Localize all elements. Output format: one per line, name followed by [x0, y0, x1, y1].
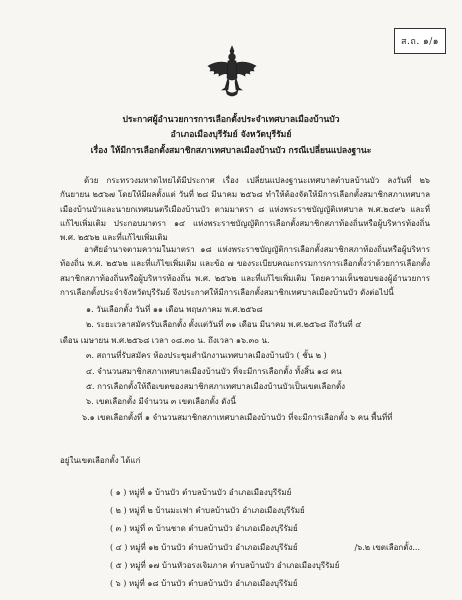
- list-item: ๑. วันเลือกตั้ง วันที่ ๑๑ เดือน พฤษภาคม พ.ศ.๒๕๖๘: [86, 305, 263, 314]
- village-item: ( ๓ ) หมู่ที่ ๓ บ้านชาด ตำบลบ้านบัว อำเภอเมืองบุรีรัมย์: [110, 524, 298, 534]
- heading-line-2: อำเภอเมืองบุรีรัมย์ จังหวัดบุรีรัมย์: [170, 130, 292, 140]
- heading-subject: เรื่อง ให้มีการเลือกตั้งสมาชิกสภาเทศบาลเมืองบ้านบัว กรณีเปลี่ยนแปลงฐานะ: [90, 146, 372, 156]
- village-item: ( ๔ ) หมู่ที่ ๑๒ บ้านบัว ตำบลบ้านบัว อำเภอเมืองบุรีรัมย์: [110, 542, 298, 552]
- village-item: ( ๒ ) หมู่ที่ ๒ บ้านมะเฟา ตำบลบ้านบัว อำเภอเมืองบุรีรัมย์: [110, 506, 305, 516]
- list-item: ๔. จำนวนสมาชิกสภาเทศบาลเมืองบ้านบัว ที่จะมีการเลือกตั้ง ทั้งสิ้น ๑๘ คน: [86, 366, 342, 376]
- list-item: ๖.๑ เขตเลือกตั้งที่ ๑ จำนวนสมาชิกสภาเทศบาลเมืองบ้านบัว ที่จะมีการเลือกตั้ง ๖ คน พื้นที่ที่: [82, 412, 393, 422]
- village-list: [110, 484, 430, 593]
- election-details-list: [60, 302, 430, 425]
- paragraph-authority: อาศัยอำนาจตามความในมาตรา ๑๘ แห่งพระราชบัญญัติการเลือกตั้งสมาชิกสภาท้องถิ่นหรือผู้บริหารท้องถิ่น พ.ศ. ๒๕๖๒ และที่แก้ไขเพิ่มเติม และข้อ ๗ ของระเบียบคณะกรรมการการเลือกตั้งว่าด้วยการเลือกตั้งสมาชิกสภาท้องถิ่นหรือผู้บริหารท้องถิ่น พ.ศ. ๒๕๖๒ และที่แก้ไขเพิ่มเติม โดยความเห็นชอบของผู้อำนวยการการเลือกตั้งประจำจังหวัดบุรีรัมย์ จึงประกาศให้มีการเลือกตั้งสมาชิกเทศบาลเมืองบ้านบัว ดังต่อไปนี้: [60, 245, 430, 297]
- paragraph-intro: ด้วย กระทรวงมหาดไทยได้มีประกาศ เรื่อง เปลี่ยนแปลงฐานะเทศบาลตำบลบ้านบัว ลงวันที่ ๒๖ กันยายน ๒๕๖๗ โดยให้มีผลตั้งแต่ วันที่ ๒๘ มีนาคม ๒๕๖๘ ทำให้ต้องจัดให้มีการเลือกตั้งสมาชิกสภาเทศบาลเมืองบ้านบัวและนายกเทศมนตรีเมืองบ้านบัว ตามมาตรา ๘ แห่งพระราชบัญญัติเทศบาล พ.ศ.๒๔๙๖ และที่แก้ไขเพิ่มเติม ประกอบมาตรา ๑๔ แห่งพระราชบัญญัติการเลือกตั้งสมาชิกสภาท้องถิ่นหรือผู้บริหารท้องถิ่น พ.ศ. ๒๕๖๒ และที่แก้ไขเพิ่มเติม: [60, 176, 430, 243]
- list-item: ๖. เขตเลือกตั้ง มีจำนวน ๓ เขตเลือกตั้ง ดังนี้: [86, 397, 236, 407]
- continued-footer: /๖.๒ เขตเลือกตั้ง...: [354, 543, 420, 552]
- heading-line-1: ประกาศผู้อำนวยการการเลือกตั้งประจำเทศบาลเมืองบ้านบัว: [122, 115, 340, 125]
- district-area-label: อยู่ในเขตเลือกตั้ง ได้แก่: [60, 456, 141, 465]
- village-item: ( ๕ ) หมู่ที่ ๑๗ บ้านหัวอรงเจิมภาค ตำบลบ้านบัว อำเภอเมืองบุรีรัมย์: [110, 560, 340, 570]
- village-item: ( ๑ ) หมู่ที่ ๑ บ้านบัว ตำบลบ้านบัว อำเภอเมืองบุรีรัมย์: [110, 488, 292, 497]
- list-item: เดือน เมษายน พ.ศ.๒๕๖๘ เวลา ๐๘.๓๐ น. ถึงเวลา ๑๖.๓๐ น.: [60, 335, 270, 345]
- form-code-box: ส.ถ. ๑/๑: [394, 28, 446, 54]
- garuda-emblem: [204, 44, 260, 100]
- list-item: ๓. สถานที่รับสมัคร ห้องประชุมสำนักงานเทศบาลเมืองบ้านบัว ( ชั้น ๒ ): [86, 351, 327, 361]
- list-item: ๕. การเลือกตั้งให้ถือเขตของสมาชิกสภาเทศบาลเมืองบ้านบัวเป็นเขตเลือกตั้ง: [86, 382, 346, 392]
- village-item: ( ๖ ) หมู่ที่ ๑๘ บ้านบัว ตำบลบ้านบัว อำเภอเมืองบุรีรัมย์: [110, 579, 298, 589]
- list-item: ๒. ระยะเวลาสมัครรับเลือกตั้ง ตั้งแต่วันที่ ๓๑ เดือน มีนาคม พ.ศ.๒๕๖๘ ถึงวันที่ ๔: [86, 320, 362, 330]
